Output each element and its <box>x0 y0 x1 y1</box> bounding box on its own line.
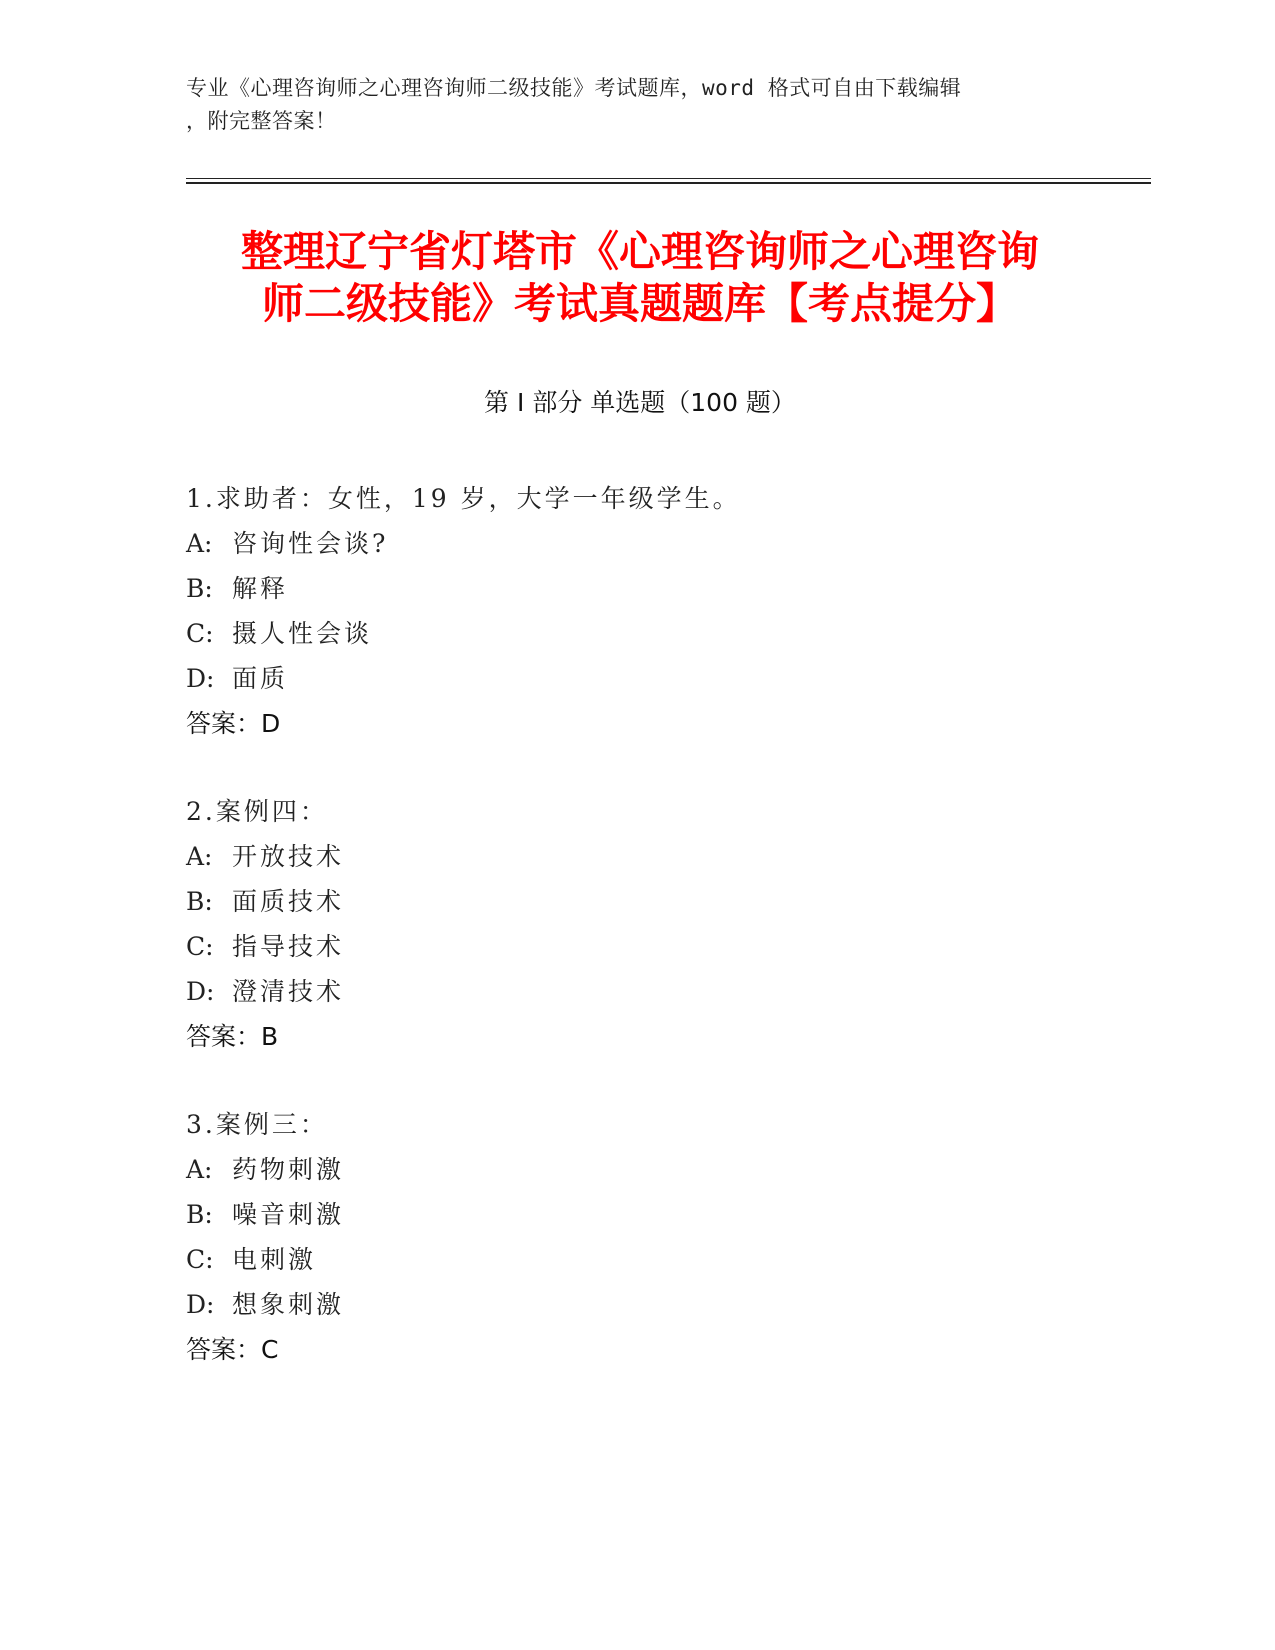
option-text: 摄人性会谈 <box>232 619 373 648</box>
option-text: 解释 <box>232 574 289 603</box>
header-note-line-2: ，附完整答案！ <box>186 109 337 133</box>
option-d <box>186 1282 1146 1327</box>
document-title <box>140 226 1140 330</box>
option-c <box>186 611 1146 656</box>
option-a <box>186 521 1146 566</box>
option-text: 澄清技术 <box>232 977 345 1006</box>
question-item <box>186 476 1146 746</box>
option-text: 面质 <box>232 664 289 693</box>
header-divider-thin <box>186 178 1151 179</box>
option-label: B: <box>186 1200 213 1229</box>
header-divider-thick <box>186 182 1151 184</box>
option-text: 指导技术 <box>232 932 345 961</box>
question-item <box>186 789 1146 1059</box>
option-a <box>186 1147 1146 1192</box>
option-c <box>186 924 1146 969</box>
option-label: C: <box>186 619 214 648</box>
option-label: A: <box>186 529 213 558</box>
option-text: 药物刺激 <box>232 1155 345 1184</box>
option-text: 开放技术 <box>232 842 345 871</box>
header-note <box>186 72 1086 138</box>
option-d <box>186 656 1146 701</box>
question-stem: 1.求助者：女性，19 岁，大学一年级学生。 <box>186 484 741 513</box>
section-title: 第 I 部分 单选题（100 题） <box>484 388 796 417</box>
document-title-line-1: 整理辽宁省灯塔市《心理咨询师之心理咨询 <box>240 227 1039 276</box>
header-note-line-1: 专业《心理咨询师之心理咨询师二级技能》考试题库，word 格式可自由下载编辑 <box>186 76 962 100</box>
question-stem: 3.案例三： <box>186 1110 328 1139</box>
option-b <box>186 566 1146 611</box>
question-item <box>186 1102 1146 1372</box>
option-label: C: <box>186 1245 214 1274</box>
option-text: 咨询性会谈? <box>232 529 389 558</box>
answer: 答案：B <box>186 1022 279 1051</box>
document-title-line-2: 师二级技能》考试真题题库【考点提分】 <box>261 279 1018 328</box>
option-label: A: <box>186 1155 213 1184</box>
option-label: D: <box>186 977 215 1006</box>
option-c <box>186 1237 1146 1282</box>
option-b <box>186 1192 1146 1237</box>
answer: 答案：C <box>186 1335 279 1364</box>
option-label: D: <box>186 1290 215 1319</box>
answer: 答案：D <box>186 709 281 738</box>
option-text: 电刺激 <box>232 1245 317 1274</box>
option-label: B: <box>186 574 213 603</box>
option-label: A: <box>186 842 213 871</box>
option-label: C: <box>186 932 214 961</box>
option-label: B: <box>186 887 213 916</box>
question-list <box>186 476 1146 1415</box>
question-stem: 2.案例四： <box>186 797 328 826</box>
option-a <box>186 834 1146 879</box>
option-text: 噪音刺激 <box>232 1200 345 1229</box>
option-text: 想象刺激 <box>232 1290 345 1319</box>
option-text: 面质技术 <box>232 887 345 916</box>
option-d <box>186 969 1146 1014</box>
option-b <box>186 879 1146 924</box>
option-label: D: <box>186 664 215 693</box>
